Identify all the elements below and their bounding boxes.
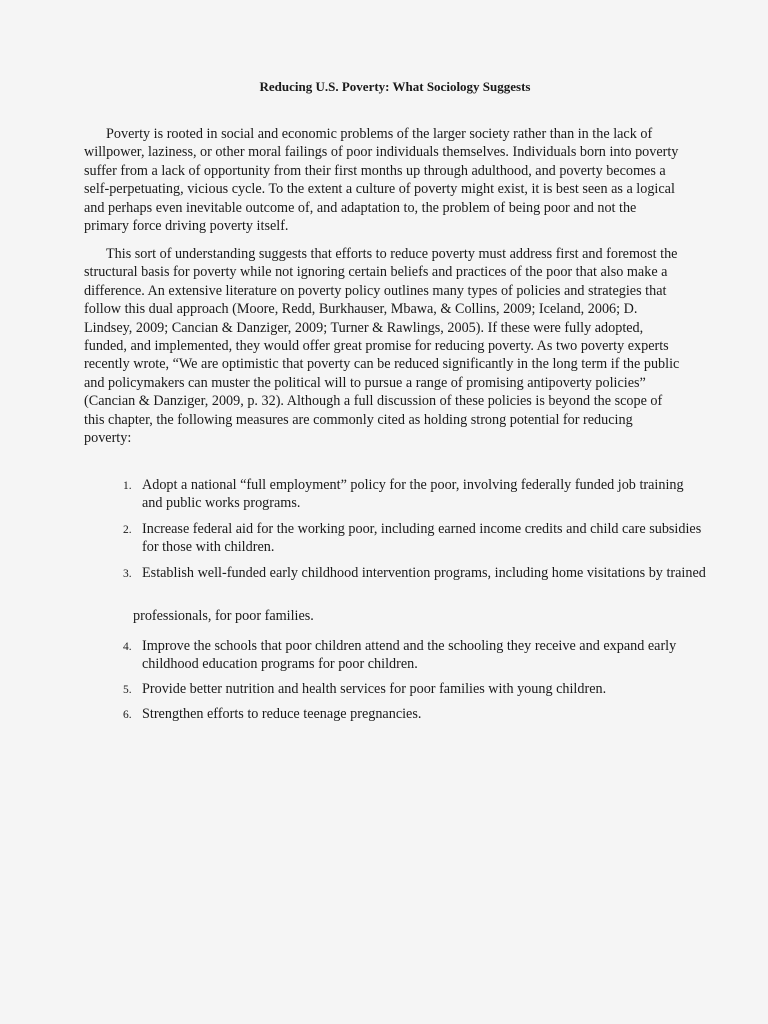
document-title: Reducing U.S. Poverty: What Sociology Suggests xyxy=(259,79,531,94)
paragraph: Poverty is rooted in social and economic problems of the larger society rather than in the lack of willpower, laziness, or other moral failings of poor individuals themselves. Individuals born into poverty suffer from a lack of opportunity from their first months up through adulthood, and poverty becomes a self-perpetuating, vicious cycle. To the extent a culture of poverty might exist, it is best seen as a logical and perhaps even inevitable outcome of, and adaptation to, the problem of being poor and not the primary force driving poverty itself. xyxy=(84,126,679,235)
list-number: 1. xyxy=(123,480,132,492)
list-number: 6. xyxy=(123,709,132,721)
list-item: Increase federal aid for the working poor, including earned income credits and child care subsidies for those with children. xyxy=(142,521,702,556)
list-item: Strengthen efforts to reduce teenage pregnancies. xyxy=(142,706,422,722)
list-number: 5. xyxy=(123,684,132,696)
list-number: 4. xyxy=(123,641,132,653)
list-item: Establish well-funded early childhood intervention programs, including home visitations by trained xyxy=(142,565,706,581)
list-item: Adopt a national “full employment” policy for the poor, involving federally funded job training and public works programs. xyxy=(142,477,684,512)
list-number: 2. xyxy=(123,524,132,536)
list-item: Provide better nutrition and health services for poor families with young children. xyxy=(142,681,607,697)
paragraph: This sort of understanding suggests that efforts to reduce poverty must address first and foremost the structural basis for poverty while not ignoring certain beliefs and practices of the poor that also make a difference. An extensive literature on poverty policy outlines many types of policies and strategies that follow this dual approach (Moore, Redd, Burkhauser, Mbawa, & Collins, 2009; Iceland, 2006; D. Lindsey, 2009; Cancian & Danziger, 2009; Turner & Rawlings, 2005). If these were fully adopted, funded, and implemented, they would offer great promise for reducing poverty. As two poverty experts recently wrote, “We are optimistic that poverty can be reduced significantly in the long term if the public and policymakers can muster the political will to pursue a range of promising antipoverty policies” (Cancian & Danziger, 2009, p. 32). Although a full discussion of these policies is beyond the scope of this chapter, the following measures are commonly cited as holding strong potential for reducing poverty: xyxy=(84,246,680,447)
list-item: Improve the schools that poor children attend and the schooling they receive and expand early childhood education programs for poor children. xyxy=(142,638,677,673)
list-item-continuation: professionals, for poor families. xyxy=(133,608,314,624)
list-number: 3. xyxy=(123,568,132,580)
